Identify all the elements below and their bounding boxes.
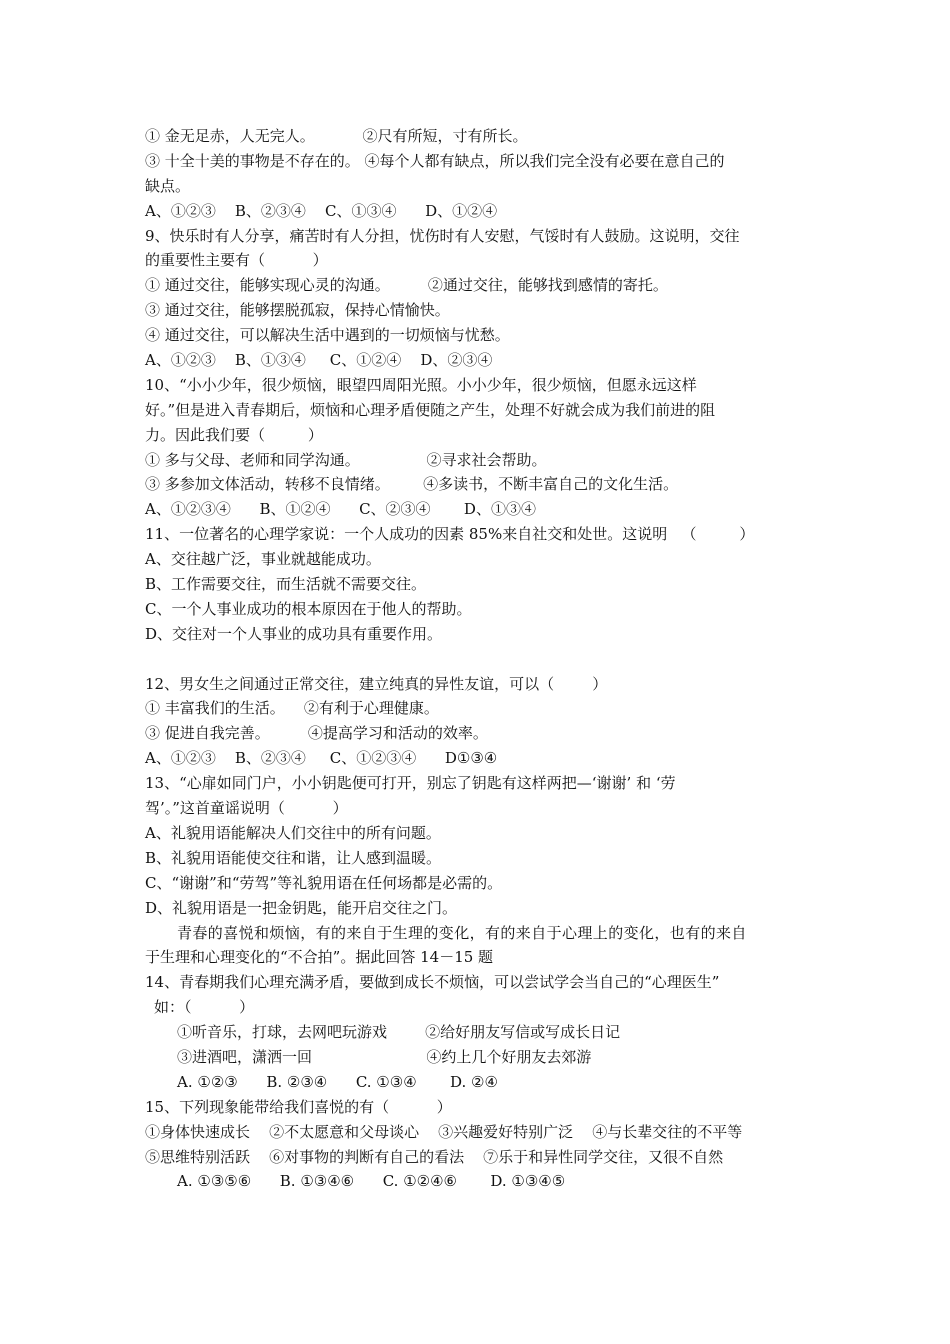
question-9-cont: 的重要性主要有（ ）	[145, 251, 328, 270]
option-a: A、礼貌用语能解决人们交往中的所有问题。	[145, 823, 441, 842]
question-13-cont: 驾’。”这首童谣说明（ ）	[145, 799, 348, 818]
option-line: ④ 通过交往，可以解决生活中遇到的一切烦恼与忧愁。	[145, 326, 510, 345]
option-line: ① 丰富我们的生活。 ②有利于心理健康。	[145, 699, 439, 718]
option-line: ①听音乐，打球，去网吧玩游戏 ②给好朋友写信或写成长日记	[177, 1023, 621, 1042]
option-d: D、礼貌用语是一把金钥匙，能开启交往之门。	[145, 898, 458, 917]
passage-intro-cont: 于生理和心理变化的“不合拍”。据此回答 14－15 题	[145, 948, 494, 967]
question-10-cont: 好。”但是进入青春期后，烦恼和心理矛盾便随之产生，处理不好就会成为我们前进的阻	[145, 400, 716, 419]
option-b: B、礼貌用语能使交往和谐，让人感到温暖。	[145, 848, 442, 867]
answer-choices: A. ①③⑤⑥ B. ①③④⑥ C. ①②④⑥ D. ①③④⑤	[177, 1172, 566, 1191]
option-d: D、交往对一个人事业的成功具有重要作用。	[145, 624, 443, 643]
option-line: ① 通过交往，能够实现心灵的沟通。 ②通过交往，能够找到感情的寄托。	[145, 276, 668, 295]
answer-choices: A、①②③ B、②③④ C、①③④ D、①②④	[145, 201, 498, 220]
document-page	[145, 124, 810, 1194]
option-line: ③ 通过交往，能够摆脱孤寂，保持心情愉快。	[145, 301, 450, 320]
spacer	[145, 647, 810, 672]
answer-choices: A、①②③ B、②③④ C、①②③④ D①③④	[145, 749, 498, 768]
option-line: ⑤思维特别活跃 ⑥对事物的判断有自己的看法 ⑦乐于和异性同学交往，又很不自然	[145, 1147, 724, 1166]
question-14: 14、青春期我们心理充满矛盾，要做到成长不烦恼，可以尝试学会当自己的“心理医生”	[145, 973, 720, 992]
option-line: ① 多与父母、老师和同学沟通。 ②寻求社会帮助。	[145, 450, 547, 469]
option-line: ③ 促进自我完善。 ④提高学习和活动的效率。	[145, 724, 488, 743]
question-15: 15、下列现象能带给我们喜悦的有（ ）	[145, 1097, 452, 1116]
option-a: A、交往越广泛，事业就越能成功。	[145, 550, 381, 569]
answer-choices: A. ①②③ B. ②③④ C. ①③④ D. ②④	[177, 1072, 498, 1091]
option-c: C、“谢谢”和“劳驾”等礼貌用语在任何场都是必需的。	[145, 873, 503, 892]
question-12: 12、男女生之间通过正常交往，建立纯真的异性友谊，可以（ ）	[145, 674, 608, 693]
option-c: C、一个人事业成功的根本原因在于他人的帮助。	[145, 599, 472, 618]
option-line: ③ 十全十美的事物是不存在的。 ④每个人都有缺点，所以我们完全没有必要在意自己的	[145, 151, 725, 170]
answer-choices: A、①②③ B、①③④ C、①②④ D、②③④	[145, 351, 493, 370]
question-13: 13、“心扉如同门户，小小钥匙便可打开，别忘了钥匙有这样两把—‘谢谢’ 和 ‘劳	[145, 774, 676, 793]
question-11: 11、一位著名的心理学家说：一个人成功的因素 85%来自社交和处世。这说明 （ ）	[145, 525, 755, 544]
option-line: 缺点。	[145, 176, 191, 195]
question-10: 10、“小小少年，很少烦恼，眼望四周阳光照。小小少年，很少烦恼，但愿永远这样	[145, 375, 697, 394]
question-10-cont: 力。因此我们要（ ）	[145, 425, 323, 444]
passage-intro: 青春的喜悦和烦恼，有的来自于生理的变化，有的来自于心理上的变化，也有的来自	[177, 923, 747, 942]
option-line: ③进酒吧，潇洒一回 ④约上几个好朋友去郊游	[177, 1047, 592, 1066]
question-9: 9、快乐时有人分享，痛苦时有人分担，忧伤时有人安慰，气馁时有人鼓励。这说明，交往	[145, 226, 740, 245]
option-line: ① 金无足赤，人无完人。 ②尺有所短，寸有所长。	[145, 127, 528, 145]
question-14-cont: 如：（ ）	[154, 998, 255, 1017]
answer-choices: A、①②③④ B、①②④ C、②③④ D、①③④	[145, 500, 536, 519]
option-line: ①身体快速成长 ②不太愿意和父母谈心 ③兴趣爱好特别广泛 ④与长辈交往的不平等	[145, 1122, 743, 1141]
option-line: ③ 多参加文体活动，转移不良情绪。 ④多读书，不断丰富自己的文化生活。	[145, 475, 679, 494]
option-b: B、工作需要交往，而生活就不需要交往。	[145, 575, 427, 594]
